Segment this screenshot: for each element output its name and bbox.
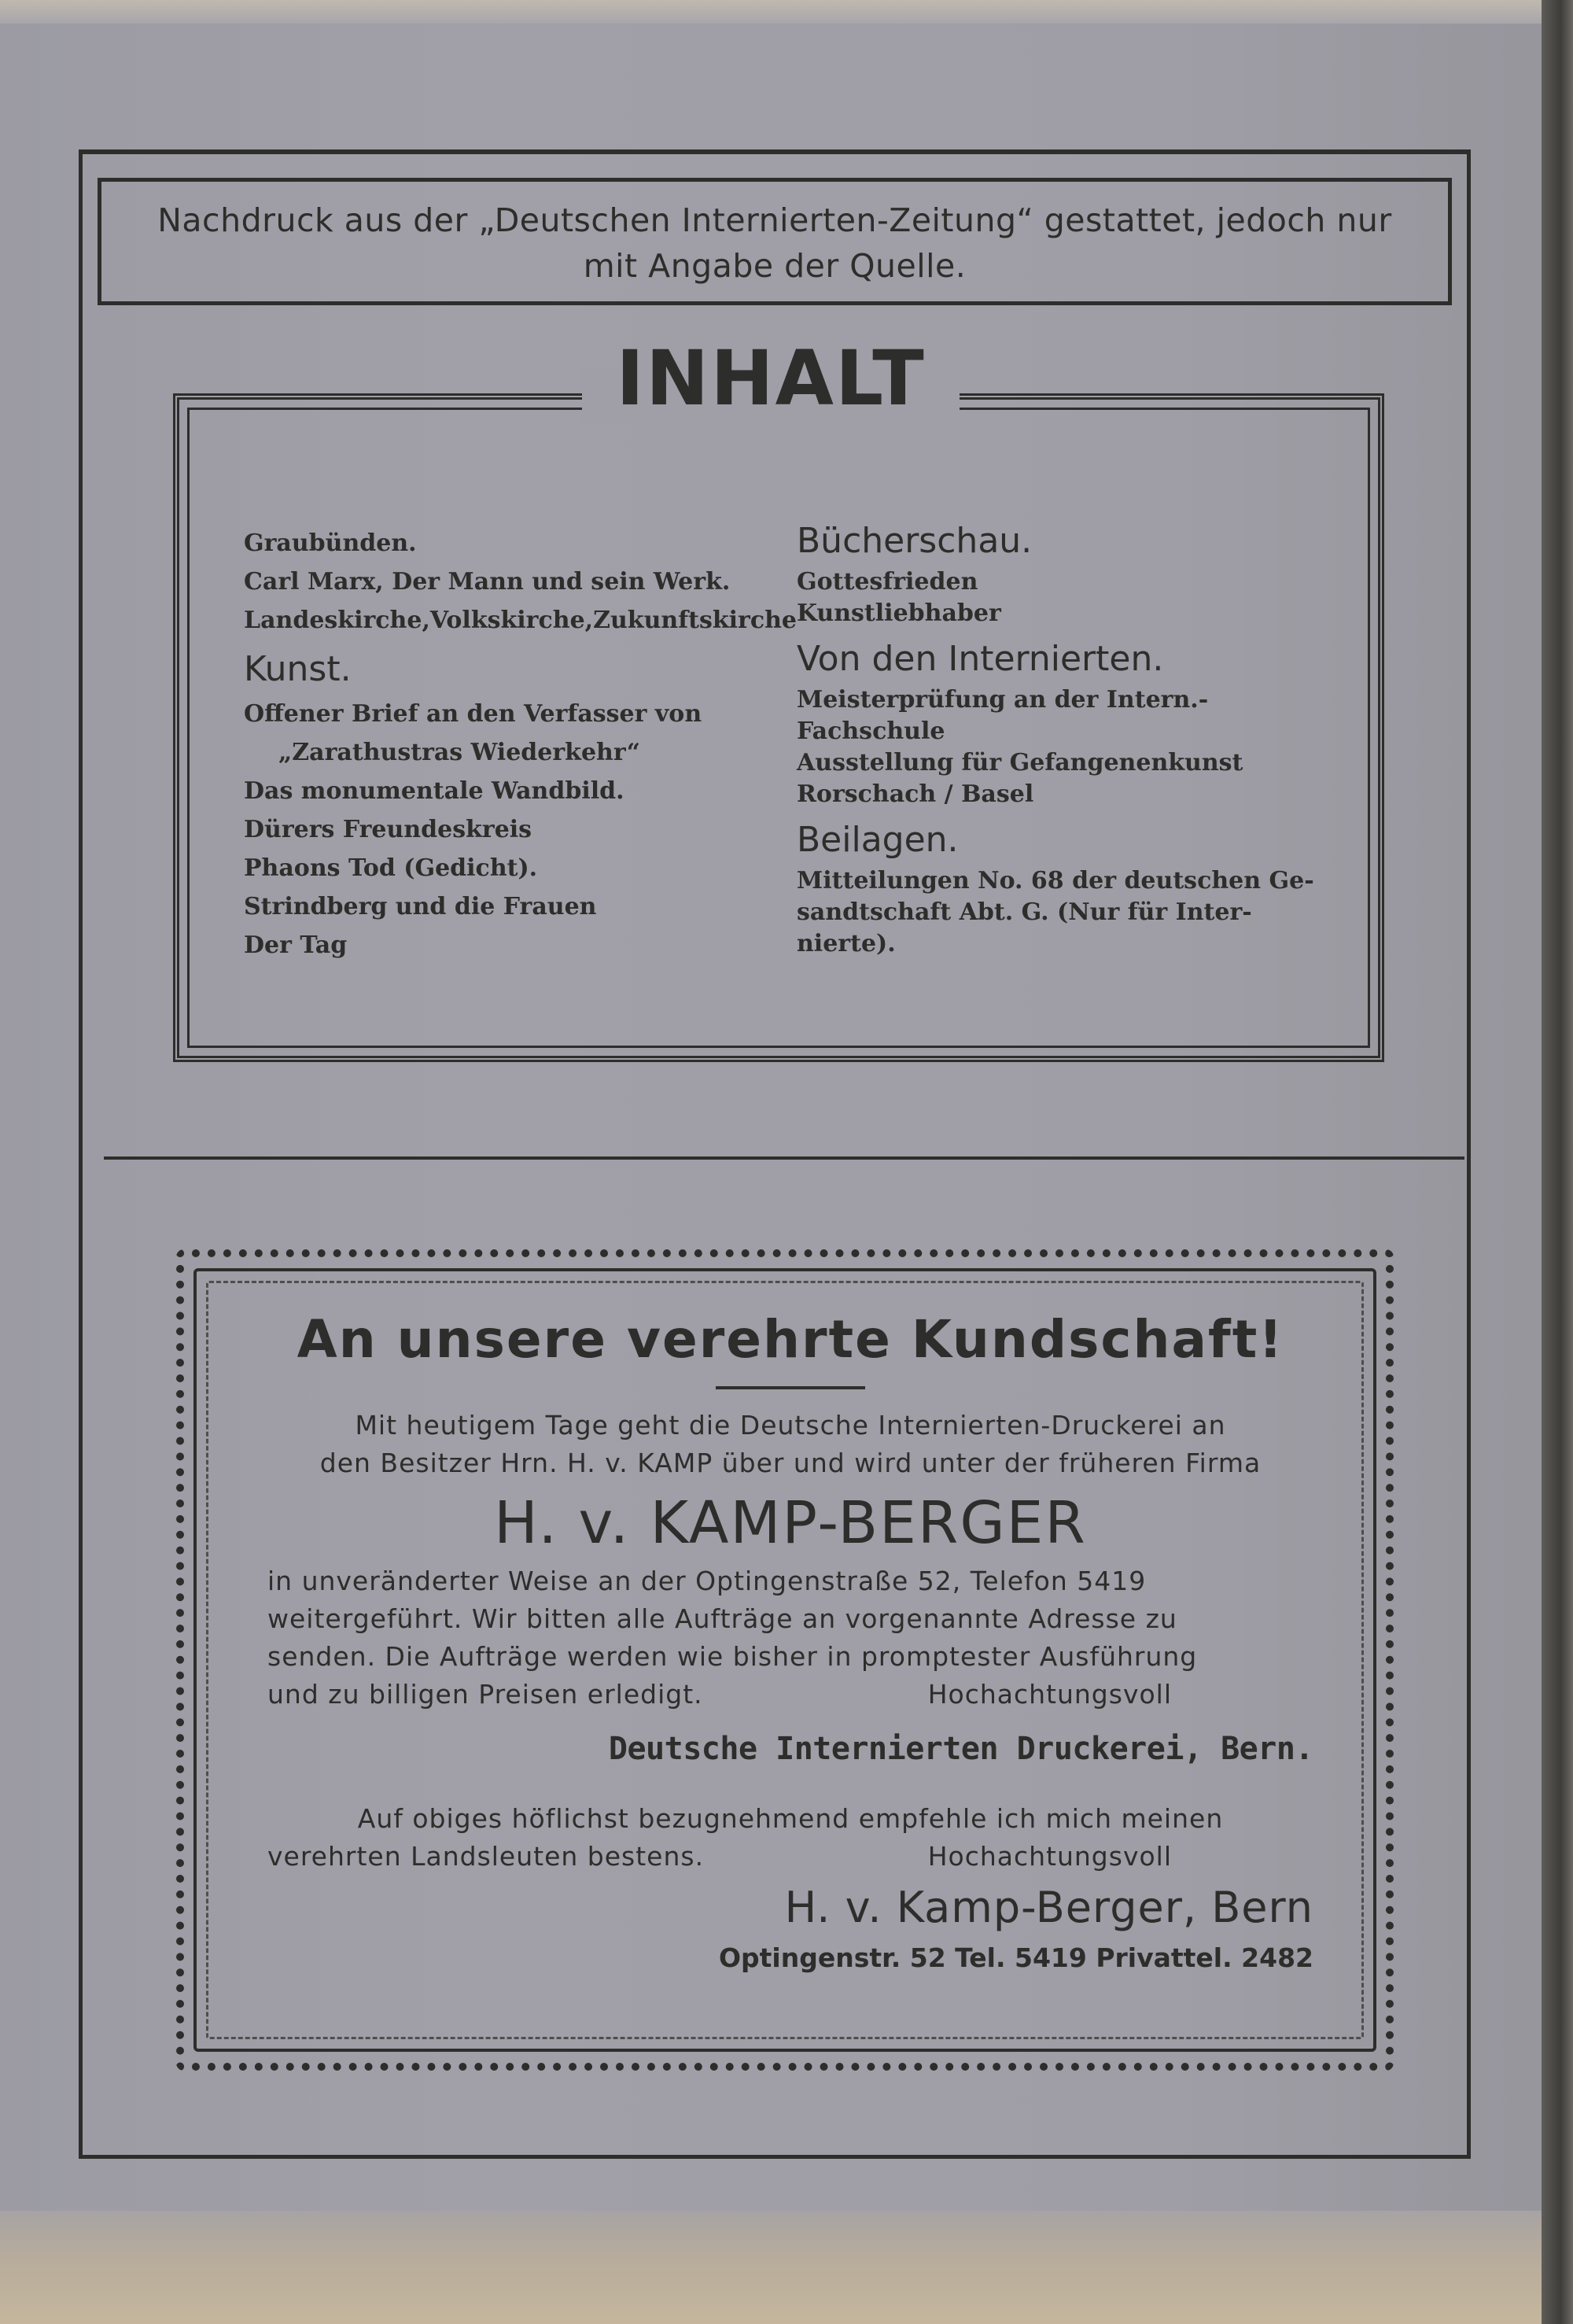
contents-entry: Mitteilungen No. 68 der deutschen Ge- [797,867,1314,895]
contents-entry: Das monumentale Wandbild. [244,777,624,805]
page-top-edge [0,0,1564,24]
contents-right-column [797,511,1332,960]
contents-section-heading: Bücherschau. [797,521,1033,561]
contents-left-column [244,524,810,965]
contents-entry: Offener Brief an den Verfasser von [244,700,702,728]
paragraph-2-line-1: in unveränderter Weise an der Optingenstraße 52, Telefon 5419 [267,1566,1147,1596]
book-spine [1542,0,1573,2324]
contents-entry: nierte). [797,930,896,957]
contact-address: Optingenstr. 52 Tel. 5419 Privattel. 2482 [718,1942,1313,1973]
announcement [267,1304,1313,1978]
paragraph-1-line-1: Mit heutigem Tage geht die Deutsche Internierten-Druckerei an [355,1410,1226,1441]
contents-entry: Strindberg und die Frauen [244,893,597,920]
title-rule [716,1386,865,1389]
greeting-1: Hochachtungsvoll [927,1679,1172,1710]
firm-name: H. v. KAMP-BERGER [494,1489,1087,1557]
contents-entry: Dürers Freundeskreis [244,816,532,843]
contents-entry: Kunstliebhaber [797,599,1001,627]
paragraph-1-line-2: den Besitzer Hrn. H. v. KAMP über und wird unter der früheren Firma [319,1448,1262,1478]
contents-entry: Graubünden. [244,529,417,557]
contents-entry: Landeskirche,Volkskirche,Zukunftskirche [244,607,798,634]
contents-entry: Ausstellung für Gefangenenkunst [797,749,1243,777]
paragraph-2-closing: und zu billigen Preisen erledigt. [267,1679,703,1710]
paragraph-3-line-2 [267,1838,1313,1876]
contents-entry: sandtschaft Abt. G. (Nur für Inter- [797,898,1252,926]
contents-title: INHALT [616,334,926,422]
contents-entry: Meisterprüfung an der Intern.-Fachschule [797,686,1209,745]
paragraph-2-line-2: weitergeführt. Wir bitten alle Aufträge an vorgenannte Adresse zu [267,1603,1177,1634]
reprint-notice [98,178,1452,305]
contents-entry: Der Tag [244,931,348,959]
signature-kamp-berger: H. v. Kamp-Berger, Bern [784,1883,1313,1932]
notice-line-1: Nachdruck aus der „Deutschen Internierten-Zeitung“ gestattet, jedoch nur [157,201,1392,239]
notice-line-2: mit Angabe der Quelle. [583,247,967,285]
paragraph-2-line-3: senden. Die Aufträge werden wie bisher in promptester Ausführung [267,1641,1198,1672]
greeting-2: Hochachtungsvoll [927,1841,1172,1872]
contents-entry: Rorschach / Basel [797,780,1034,808]
announcement-title: An unsere verehrte Kundschaft! [297,1309,1284,1370]
contents-entry: Phaons Tod (Gedicht). [244,854,538,882]
section-divider [104,1156,1464,1160]
contents-section-heading: Kunst. [244,649,352,689]
page-bottom-edge [0,2211,1564,2324]
contents-section-heading: Von den Internierten. [797,639,1164,679]
contents-entry: Gottesfrieden [797,568,978,596]
signature-printery: Deutsche Internierten Druckerei, Bern. [608,1731,1313,1767]
contents-entry: „Zarathustras Wiederkehr“ [278,739,641,766]
paragraph-3-line-1: Auf obiges höflichst bezugnehmend empfehle ich mich meinen [357,1803,1224,1834]
paragraph-3-closing: verehrten Landsleuten bestens. [267,1841,705,1872]
paragraph-2-line-4 [267,1676,1313,1713]
contents-entry: Carl Marx, Der Mann und sein Werk. [244,568,731,596]
contents-section-heading: Beilagen. [797,820,959,860]
